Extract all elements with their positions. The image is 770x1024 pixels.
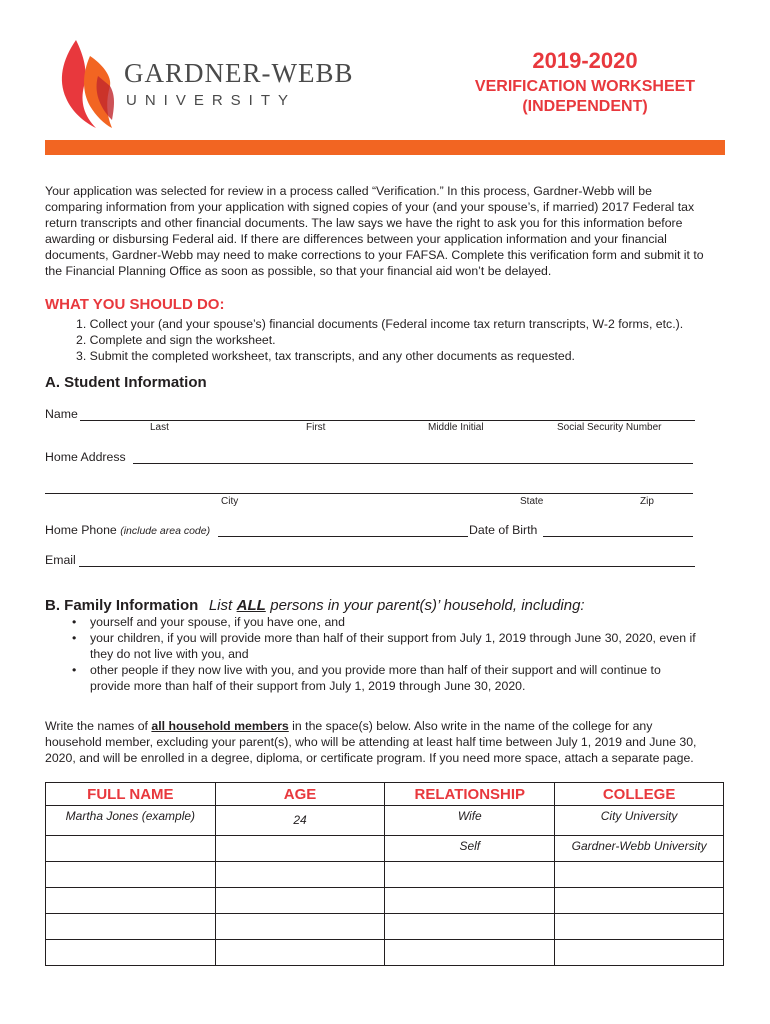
logo-wordmark: GARDNER-WEBB xyxy=(124,58,354,88)
todo-step: 3. Submit the completed worksheet, tax transcripts, and any other documents as requested. xyxy=(76,349,575,363)
intro-line: Your application was selected for review in a process called “Verification.” In this process, Gardner-Webb will be xyxy=(45,184,652,198)
cell-relationship[interactable] xyxy=(385,940,555,966)
bullet-icon: • xyxy=(72,663,77,677)
write-text: Write the names of xyxy=(45,719,152,733)
table-row xyxy=(46,940,724,966)
cell-full-name[interactable]: Martha Jones (example) xyxy=(46,806,216,836)
cell-age[interactable] xyxy=(215,862,385,888)
address-label: Home Address xyxy=(45,450,126,464)
intro-line: documents, Gardner-Webb may need to make corrections to your FAFSA. Complete this verification form and submit it to xyxy=(45,248,704,262)
cell-age[interactable] xyxy=(215,888,385,914)
cell-college[interactable]: City University xyxy=(555,806,724,836)
write-text: household member, excluding your parent(s), who will be attending at least half time between July 1, 2019 and June 30, xyxy=(45,735,697,749)
write-names-paragraph xyxy=(45,718,730,766)
cell-college[interactable] xyxy=(555,940,724,966)
todo-steps xyxy=(76,316,683,364)
name-sub-last: Last xyxy=(150,422,169,433)
phone-label-text: Home Phone xyxy=(45,523,117,537)
intro-line: comparing information from your application with signed copies of your (and your spouse’s, if married) 2017 Federal tax xyxy=(45,200,695,214)
write-text: 2020, and will be enrolled in a degree, diploma, or certificate program. If you need more space, attach a separate page. xyxy=(45,751,694,765)
cell-age[interactable] xyxy=(215,914,385,940)
cell-college[interactable]: Gardner-Webb University xyxy=(555,836,724,862)
name-field[interactable] xyxy=(80,420,695,421)
section-b-heading: B. Family Information xyxy=(45,597,199,614)
section-b-intro-post: persons in your parent(s)’ household, including: xyxy=(270,597,585,614)
intro-line: awarding or disbursing Federal aid. If there are differences between your application information and your financial xyxy=(45,232,667,246)
dob-field[interactable] xyxy=(543,536,693,537)
bullet-item xyxy=(72,630,722,662)
address-field[interactable] xyxy=(133,463,693,464)
bullet-text: other people if they now live with you, and you provide more than half of their support and will continue to xyxy=(90,663,661,677)
cell-college[interactable] xyxy=(555,914,724,940)
phone-field[interactable] xyxy=(218,536,468,537)
cell-age[interactable] xyxy=(215,940,385,966)
cell-relationship[interactable]: Self xyxy=(385,836,555,862)
intro-paragraph xyxy=(45,183,730,279)
address-sub-state: State xyxy=(520,496,544,507)
table-row xyxy=(46,888,724,914)
cell-relationship[interactable] xyxy=(385,888,555,914)
todo-step: 2. Complete and sign the worksheet. xyxy=(76,333,276,347)
cell-relationship[interactable] xyxy=(385,914,555,940)
dob-label: Date of Birth xyxy=(469,523,538,537)
form-subtitle: (INDEPENDENT) xyxy=(522,98,648,115)
bullet-icon: • xyxy=(72,631,77,645)
table-row xyxy=(46,806,724,836)
cell-full-name[interactable] xyxy=(46,888,216,914)
header-age: AGE xyxy=(215,783,385,806)
intro-line: return transcripts and other financial documents. The law says we have the right to ask you for this information before xyxy=(45,216,683,230)
table-row xyxy=(46,836,724,862)
header-divider-bar xyxy=(45,140,725,155)
table-header-row xyxy=(46,783,724,806)
cell-relationship[interactable]: Wife xyxy=(385,806,555,836)
name-sub-first: First xyxy=(306,422,326,433)
bullet-text: yourself and your spouse, if you have one, and xyxy=(90,615,345,629)
household-table xyxy=(45,782,724,966)
section-b-intro-bold: ALL xyxy=(236,597,266,614)
address-sub-city: City xyxy=(221,496,239,507)
table-row xyxy=(46,862,724,888)
name-sub-ssn: Social Security Number xyxy=(557,422,662,433)
name-sub-middle: Middle Initial xyxy=(428,422,484,433)
bullet-text: they do not live with you, and xyxy=(90,647,249,661)
header-college: COLLEGE xyxy=(555,783,724,806)
table-row xyxy=(46,914,724,940)
form-title: VERIFICATION WORKSHEET xyxy=(474,78,696,95)
email-field[interactable] xyxy=(79,566,695,567)
bullet-text: provide more than half of their support from July 1, 2019 through June 30, 2020. xyxy=(90,679,526,693)
bullet-icon: • xyxy=(72,615,77,629)
write-text-bold: all household members xyxy=(151,719,289,733)
write-text: in the space(s) below. Also write in the name of the college for any xyxy=(288,719,653,733)
phone-label xyxy=(45,523,210,537)
cell-full-name[interactable] xyxy=(46,862,216,888)
bullet-item xyxy=(72,614,722,630)
cell-full-name[interactable] xyxy=(46,914,216,940)
todo-step: 1. Collect your (and your spouse’s) financial documents (Federal income tax return transcripts, W-2 forms, etc.). xyxy=(76,317,684,331)
section-b-heading-row xyxy=(45,597,585,615)
name-label: Name xyxy=(45,407,78,421)
logo-subtitle: UNIVERSITY xyxy=(126,92,297,109)
address-sub-zip: Zip xyxy=(640,496,654,507)
phone-note: (include area code) xyxy=(120,525,211,537)
section-b-intro-pre: List xyxy=(208,597,233,614)
address-line-2-field[interactable] xyxy=(45,493,693,494)
cell-full-name[interactable] xyxy=(46,836,216,862)
household-bullets xyxy=(72,614,722,694)
form-year: 2019-2020 xyxy=(532,48,638,73)
bullet-item xyxy=(72,662,722,694)
header-relationship: RELATIONSHIP xyxy=(385,783,555,806)
intro-line: the Financial Planning Office as soon as possible, so that your financial aid won’t be delayed. xyxy=(45,264,552,278)
section-a-heading: A. Student Information xyxy=(45,374,207,391)
cell-age[interactable] xyxy=(215,836,385,862)
cell-college[interactable] xyxy=(555,862,724,888)
todo-heading: WHAT YOU SHOULD DO: xyxy=(45,296,225,313)
cell-age[interactable]: 24 xyxy=(215,806,385,836)
email-label: Email xyxy=(45,553,76,567)
cell-relationship[interactable] xyxy=(385,862,555,888)
bullet-text: your children, if you will provide more than half of their support from July 1, 2019 through June 30, 2020, even if xyxy=(90,631,696,645)
cell-full-name[interactable] xyxy=(46,940,216,966)
header-full-name: FULL NAME xyxy=(46,783,216,806)
cell-college[interactable] xyxy=(555,888,724,914)
